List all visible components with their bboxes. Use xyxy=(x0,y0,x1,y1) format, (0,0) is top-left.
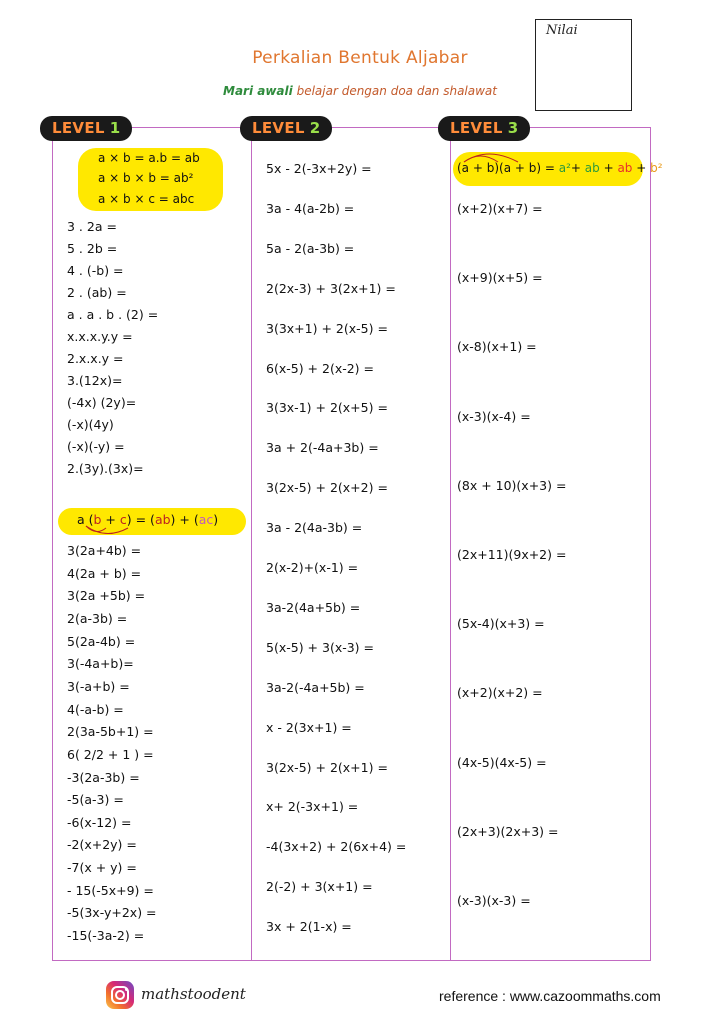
level2-problem: 5x - 2(-3x+2y) = xyxy=(266,161,372,176)
level3-badge-label: LEVEL xyxy=(450,119,503,137)
level3-problem: (x+2)(x+7) = xyxy=(457,201,543,216)
level2-problem: 3(3x-1) + 2(x+5) = xyxy=(266,400,388,416)
level1-problem: 3.(12x)= xyxy=(67,373,123,388)
level1-problem: 2.x.x.y = xyxy=(67,351,124,366)
level2-problem: 3a-2(-4a+5b) = xyxy=(266,679,365,695)
instagram-icon xyxy=(106,981,134,1009)
level1-problem: 6( 2/2 + 1 ) = xyxy=(67,746,154,762)
level1-problem: 2.(3y).(3x)= xyxy=(67,461,144,476)
score-label: Nilai xyxy=(546,23,578,38)
level3-problem: (x-8)(x+1) = xyxy=(457,339,537,355)
rule-b-mid: ) = ( xyxy=(126,512,155,527)
level1-problem: 3(-a+b) = xyxy=(67,678,130,694)
level2-problem: 3a - 2(4a-3b) = xyxy=(266,520,363,536)
page-subtitle xyxy=(0,84,720,98)
level2-problem: 2(2x-3) + 3(2x+1) = xyxy=(266,280,396,296)
level1-problem: 3 . 2a = xyxy=(67,219,117,234)
level1-problem: 4 . (-b) = xyxy=(67,263,124,278)
level1-problem: 5(2a-4b) = xyxy=(67,633,136,649)
level1-problem: -5(a-3) = xyxy=(67,792,124,808)
level2-problem: 3(3x+1) + 2(x-5) = xyxy=(266,320,388,336)
social-handle: mathstoodent xyxy=(141,985,246,1003)
page-title: Perkalian Bentuk Aljabar xyxy=(252,48,468,68)
level2-problem: -4(3x+2) + 2(6x+4) = xyxy=(266,839,407,855)
level2-problem: 6(x-5) + 2(x-2) = xyxy=(266,360,375,376)
level1-problem: 2(a-3b) = xyxy=(67,610,128,626)
level3-problem: (x-3)(x-4) = xyxy=(457,408,531,424)
subtitle-rest: belajar dengan doa dan shalawat xyxy=(292,84,497,98)
level3-problem: (x+2)(x+2) = xyxy=(457,685,543,701)
level1-badge-label: LEVEL xyxy=(52,119,105,137)
rule-plus-1: + xyxy=(570,161,585,175)
rule-lhs: (a + b)(a + b) = xyxy=(457,161,559,175)
level3-problem: (2x+11)(9x+2) = xyxy=(457,547,567,562)
rule-b-ac: ac xyxy=(198,512,214,527)
level1-problem: 3(-4a+b)= xyxy=(67,656,134,672)
level2-badge-number: 2 xyxy=(309,119,321,137)
level2-problem: 3(2x-5) + 2(x+2) = xyxy=(266,480,388,496)
level1-problem: -5(3x-y+2x) = xyxy=(67,905,157,921)
level1-problem: (-x)(-y) = xyxy=(67,439,125,454)
rule-plus-3: + xyxy=(632,161,651,175)
level3-problem: (8x + 10)(x+3) = xyxy=(457,477,567,493)
level1-problem: -2(x+2y) = xyxy=(67,837,137,853)
level1-rule-line: a × b = a.b = ab xyxy=(98,151,200,165)
rule-term-1: a² xyxy=(558,161,571,175)
level2-problem: 3a + 2(-4a+3b) = xyxy=(266,440,379,456)
level1-problem: -3(2a-3b) = xyxy=(67,769,140,785)
level1-rule-line: a × b × c = abc xyxy=(98,192,195,206)
level2-problem: 5a - 2(a-3b) = xyxy=(266,240,355,256)
level1-badge-number: 1 xyxy=(109,119,121,137)
level3-problem: (x-3)(x-3) = xyxy=(457,893,531,908)
level1-problem: 4(-a-b) = xyxy=(67,701,124,717)
rule-plus-2: + xyxy=(599,161,618,175)
level2-problem: x+ 2(-3x+1) = xyxy=(266,799,359,815)
level1-badge xyxy=(40,116,132,141)
level1-problem: 4(2a + b) = xyxy=(67,565,142,581)
subtitle-lead: Mari awali xyxy=(223,84,293,98)
level2-problem: 3a - 4(a-2b) = xyxy=(266,200,355,216)
level1-problem: 3(2a +5b) = xyxy=(67,588,146,604)
level2-badge-label: LEVEL xyxy=(252,119,305,137)
rule-term-3: ab xyxy=(617,161,633,175)
level1-problem: -15(-3a-2) = xyxy=(67,928,145,944)
level1-rule-line: a × b × b = ab² xyxy=(98,171,194,185)
level3-problem: (4x-5)(4x-5) = xyxy=(457,754,547,770)
rule-b-op2: ) + ( xyxy=(170,512,199,527)
level2-problem: 3a-2(4a+5b) = xyxy=(266,599,361,615)
distributive-arrows-icon xyxy=(82,522,142,540)
rule-term-2: ab xyxy=(584,161,600,175)
rule-b-c: c xyxy=(119,512,127,527)
level3-badge xyxy=(438,116,530,141)
level2-problem: 3(2x-5) + 2(x+1) = xyxy=(266,759,388,775)
level3-foil-rule xyxy=(457,161,663,175)
level1-problem: -6(x-12) = xyxy=(67,814,132,830)
rule-b-b: b xyxy=(93,512,102,527)
level1-problem: 2(3a-5b+1) = xyxy=(67,724,154,740)
level1-problem: 5 . 2b = xyxy=(67,241,118,256)
level1-problem: (-x)(4y) xyxy=(67,417,114,432)
level2-problem: 5(x-5) + 3(x-3) = xyxy=(266,639,375,655)
level1-problem: - 15(-5x+9) = xyxy=(67,882,154,898)
rule-b-op: + xyxy=(101,512,120,527)
rule-term-4: b² xyxy=(650,161,663,175)
level3-problem: (5x-4)(x+3) = xyxy=(457,616,545,632)
level2-badge xyxy=(240,116,332,141)
level3-problem: (2x+3)(2x+3) = xyxy=(457,823,559,839)
level3-badge-number: 3 xyxy=(507,119,519,137)
rule-b-ab: ab xyxy=(154,512,171,527)
rule-b-end: ) xyxy=(213,512,219,527)
level1-problem: -7(x + y) = xyxy=(67,860,137,876)
level3-problem: (x+9)(x+5) = xyxy=(457,270,543,286)
level1-problem: 3(2a+4b) = xyxy=(67,543,142,558)
level1-problem: x.x.x.y.y = xyxy=(67,329,133,344)
rule-b-prefix: a ( xyxy=(77,512,94,527)
level2-problem: 2(-2) + 3(x+1) = xyxy=(266,879,373,895)
level2-problem: 3x + 2(1-x) = xyxy=(266,919,352,935)
level2-problem: 2(x-2)+(x-1) = xyxy=(266,560,359,575)
level2-problem: x - 2(3x+1) = xyxy=(266,719,352,735)
reference-text: reference : www.cazoommaths.com xyxy=(439,988,661,1004)
level1-problem: a . a . b . (2) = xyxy=(67,307,159,322)
level1-problem: (-4x) (2y)= xyxy=(67,395,137,410)
level1-problem: 2 . (ab) = xyxy=(67,285,127,300)
